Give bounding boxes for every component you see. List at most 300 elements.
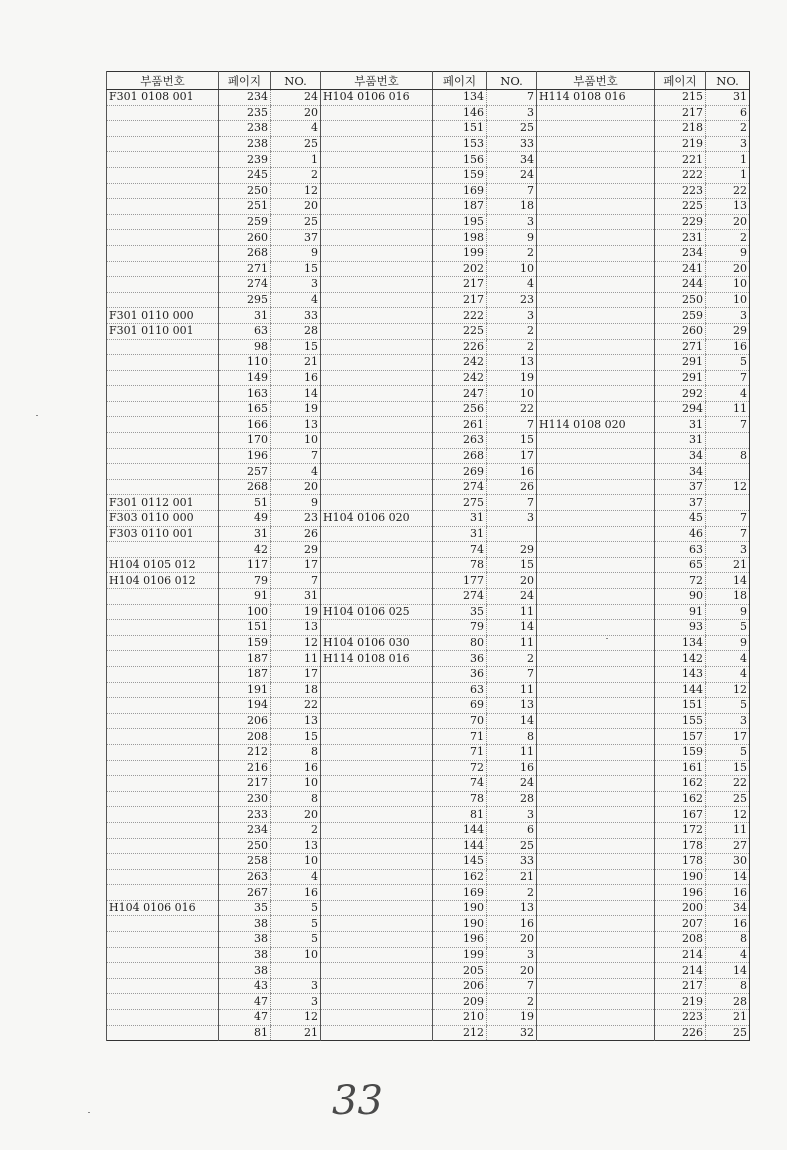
page-cell: 71 — [433, 729, 487, 745]
table-row — [107, 105, 750, 121]
no-cell: 10 — [271, 854, 321, 870]
no-cell: 24 — [271, 90, 321, 106]
table-row — [107, 355, 750, 371]
part-number-cell — [537, 947, 655, 963]
no-cell: 21 — [706, 557, 750, 573]
page-cell: 225 — [655, 199, 706, 215]
no-cell: 10 — [706, 292, 750, 308]
no-cell: 34 — [706, 900, 750, 916]
no-cell — [271, 963, 321, 979]
no-cell: 2 — [706, 230, 750, 246]
part-number-cell — [107, 994, 219, 1010]
page-header: 페이지 — [655, 72, 706, 90]
page-cell: 222 — [433, 308, 487, 324]
no-cell: 13 — [706, 199, 750, 215]
part-number-header: 부품번호 — [321, 72, 433, 90]
part-number-cell — [537, 978, 655, 994]
no-cell: 14 — [706, 573, 750, 589]
no-cell: 26 — [487, 479, 537, 495]
page-cell: 267 — [219, 885, 271, 901]
part-number-cell — [321, 339, 433, 355]
no-cell: 2 — [487, 323, 537, 339]
scan-speck — [606, 638, 608, 639]
table-row — [107, 339, 750, 355]
part-number-cell — [321, 136, 433, 152]
page-cell: 294 — [655, 401, 706, 417]
page-cell: 239 — [219, 152, 271, 168]
no-cell: 7 — [706, 526, 750, 542]
no-cell: 24 — [487, 776, 537, 792]
page-cell: 31 — [219, 308, 271, 324]
no-cell: 12 — [706, 807, 750, 823]
table-row — [107, 183, 750, 199]
no-cell: 10 — [487, 261, 537, 277]
page-cell: 210 — [433, 1010, 487, 1026]
part-number-cell — [321, 994, 433, 1010]
part-number-cell — [107, 230, 219, 246]
no-cell: 2 — [706, 121, 750, 137]
no-cell: 3 — [706, 542, 750, 558]
page-number: 33 — [332, 1078, 383, 1124]
page-cell: 223 — [655, 1010, 706, 1026]
no-cell: 19 — [271, 401, 321, 417]
page-cell: 208 — [655, 932, 706, 948]
no-cell: 8 — [271, 791, 321, 807]
table-row — [107, 479, 750, 495]
part-number-cell — [537, 729, 655, 745]
no-cell: 7 — [706, 511, 750, 527]
part-number-cell — [107, 776, 219, 792]
page-cell: 38 — [219, 963, 271, 979]
table-row — [107, 167, 750, 183]
no-cell: 14 — [706, 963, 750, 979]
page-cell: 36 — [433, 666, 487, 682]
no-cell — [706, 495, 750, 511]
part-number-cell — [107, 822, 219, 838]
page-cell: 65 — [655, 557, 706, 573]
part-number-cell — [537, 308, 655, 324]
table-row — [107, 370, 750, 386]
page-cell: 155 — [655, 713, 706, 729]
table-row — [107, 744, 750, 760]
no-cell: 20 — [271, 479, 321, 495]
table-row — [107, 401, 750, 417]
no-cell: 8 — [706, 932, 750, 948]
page-cell: 226 — [655, 1025, 706, 1041]
part-number-cell — [537, 292, 655, 308]
page-cell: 35 — [219, 900, 271, 916]
page-cell: 51 — [219, 495, 271, 511]
no-cell: 11 — [706, 822, 750, 838]
page-cell: 226 — [433, 339, 487, 355]
no-cell: 3 — [706, 713, 750, 729]
page-cell: 268 — [219, 245, 271, 261]
part-number-cell — [107, 791, 219, 807]
table-row — [107, 854, 750, 870]
part-number-cell — [321, 542, 433, 558]
part-number-cell — [107, 121, 219, 137]
page-cell: 167 — [655, 807, 706, 823]
part-number-cell — [537, 682, 655, 698]
no-cell: 33 — [487, 854, 537, 870]
page-cell: 34 — [655, 464, 706, 480]
part-number-cell — [321, 822, 433, 838]
no-cell: 16 — [706, 339, 750, 355]
no-cell: 8 — [706, 448, 750, 464]
scan-speck — [36, 415, 38, 416]
no-cell: 10 — [271, 433, 321, 449]
part-number-cell — [321, 869, 433, 885]
page-cell: 238 — [219, 136, 271, 152]
part-number-cell — [321, 807, 433, 823]
page-cell: 162 — [433, 869, 487, 885]
no-cell: 37 — [271, 230, 321, 246]
no-cell: 20 — [271, 105, 321, 121]
page-cell: 49 — [219, 511, 271, 527]
page-cell: 91 — [219, 589, 271, 605]
no-cell: 10 — [487, 386, 537, 402]
part-number-cell — [321, 183, 433, 199]
no-cell: 28 — [706, 994, 750, 1010]
table-row — [107, 511, 750, 527]
part-number-cell — [107, 355, 219, 371]
no-cell: 19 — [487, 370, 537, 386]
no-cell: 11 — [706, 401, 750, 417]
no-cell: 16 — [706, 885, 750, 901]
part-number-cell — [321, 1010, 433, 1026]
page-cell: 93 — [655, 620, 706, 636]
page-cell: 46 — [655, 526, 706, 542]
page-cell: 190 — [433, 916, 487, 932]
page-cell: 74 — [433, 542, 487, 558]
page-cell: 78 — [433, 557, 487, 573]
part-number-cell — [321, 417, 433, 433]
no-cell: 32 — [487, 1025, 537, 1041]
no-cell: 5 — [271, 916, 321, 932]
no-cell: 4 — [706, 386, 750, 402]
no-cell: 4 — [706, 947, 750, 963]
no-cell: 16 — [487, 916, 537, 932]
page-cell: 187 — [219, 651, 271, 667]
page-cell: 43 — [219, 978, 271, 994]
page-cell: 178 — [655, 854, 706, 870]
page-cell: 212 — [433, 1025, 487, 1041]
no-cell: 20 — [487, 573, 537, 589]
no-cell: 16 — [271, 370, 321, 386]
part-number-cell — [537, 199, 655, 215]
no-cell: 5 — [706, 744, 750, 760]
table-row — [107, 526, 750, 542]
page-cell: 274 — [219, 277, 271, 293]
no-cell: 20 — [487, 963, 537, 979]
no-cell: 28 — [487, 791, 537, 807]
table-row — [107, 713, 750, 729]
page-cell: 172 — [655, 822, 706, 838]
page-header: 페이지 — [433, 72, 487, 90]
page-cell: 214 — [655, 963, 706, 979]
page-cell: 205 — [433, 963, 487, 979]
page-cell: 163 — [219, 386, 271, 402]
no-cell: 5 — [706, 698, 750, 714]
page-header: 페이지 — [219, 72, 271, 90]
no-cell: 20 — [271, 807, 321, 823]
page-cell: 275 — [433, 495, 487, 511]
page-cell: 218 — [655, 121, 706, 137]
part-number-cell — [537, 230, 655, 246]
no-cell: 29 — [706, 323, 750, 339]
page-cell: 37 — [655, 495, 706, 511]
page-cell: 190 — [655, 869, 706, 885]
part-number-cell — [107, 760, 219, 776]
no-cell: 20 — [271, 199, 321, 215]
no-cell: 21 — [271, 355, 321, 371]
table-row — [107, 947, 750, 963]
no-cell: 15 — [271, 729, 321, 745]
page-cell: 196 — [655, 885, 706, 901]
part-number-cell: H104 0105 012 — [107, 557, 219, 573]
part-number-cell — [107, 448, 219, 464]
no-cell: 31 — [271, 589, 321, 605]
page-cell: 134 — [433, 90, 487, 106]
no-cell: 21 — [487, 869, 537, 885]
no-cell: 3 — [487, 807, 537, 823]
page-cell: 235 — [219, 105, 271, 121]
part-number-cell — [107, 620, 219, 636]
table-row — [107, 464, 750, 480]
no-cell: 28 — [271, 323, 321, 339]
page-cell: 231 — [655, 230, 706, 246]
part-number-header: 부품번호 — [537, 72, 655, 90]
part-number-cell — [537, 386, 655, 402]
page-cell: 134 — [655, 635, 706, 651]
table-row — [107, 978, 750, 994]
part-number-cell — [537, 994, 655, 1010]
table-row — [107, 292, 750, 308]
page-cell: 225 — [433, 323, 487, 339]
scan-speck — [88, 1112, 90, 1113]
table-row — [107, 869, 750, 885]
table-row — [107, 1010, 750, 1026]
part-number-cell: F301 0110 000 — [107, 308, 219, 324]
part-number-cell — [107, 1025, 219, 1041]
part-number-cell — [321, 791, 433, 807]
part-number-cell: H114 0108 016 — [537, 90, 655, 106]
part-number-cell — [107, 167, 219, 183]
page-cell: 80 — [433, 635, 487, 651]
page-cell: 219 — [655, 136, 706, 152]
page-cell: 223 — [655, 183, 706, 199]
page-cell: 162 — [655, 776, 706, 792]
part-number-cell — [537, 589, 655, 605]
table-row — [107, 916, 750, 932]
page-cell: 244 — [655, 277, 706, 293]
no-cell: 2 — [271, 167, 321, 183]
page-cell: 191 — [219, 682, 271, 698]
page-cell: 221 — [655, 152, 706, 168]
part-number-cell: H104 0106 020 — [321, 511, 433, 527]
page-cell: 34 — [655, 448, 706, 464]
page-cell: 31 — [655, 433, 706, 449]
page-cell: 222 — [655, 167, 706, 183]
no-cell: 5 — [271, 900, 321, 916]
no-cell — [706, 464, 750, 480]
no-cell: 17 — [271, 666, 321, 682]
table-row — [107, 542, 750, 558]
part-number-cell — [537, 339, 655, 355]
part-number-cell — [537, 464, 655, 480]
no-cell: 12 — [706, 682, 750, 698]
page-cell: 242 — [433, 370, 487, 386]
no-cell: 9 — [271, 245, 321, 261]
no-cell: 21 — [706, 1010, 750, 1026]
page-cell: 144 — [433, 822, 487, 838]
part-number-cell — [321, 900, 433, 916]
part-number-cell — [537, 183, 655, 199]
table-row — [107, 433, 750, 449]
part-number-cell — [321, 916, 433, 932]
part-number-cell — [107, 292, 219, 308]
part-number-cell — [107, 1010, 219, 1026]
part-number-cell — [537, 807, 655, 823]
part-number-cell — [107, 729, 219, 745]
part-number-cell — [107, 214, 219, 230]
page-cell: 217 — [433, 277, 487, 293]
page-cell: 177 — [433, 573, 487, 589]
part-number-cell — [107, 838, 219, 854]
page-cell: 209 — [433, 994, 487, 1010]
page-cell: 212 — [219, 744, 271, 760]
page-cell: 207 — [655, 916, 706, 932]
table-row — [107, 214, 750, 230]
table-row — [107, 152, 750, 168]
no-cell: 4 — [271, 869, 321, 885]
page-cell: 194 — [219, 698, 271, 714]
part-number-cell — [107, 370, 219, 386]
part-number-cell: H104 0106 016 — [107, 900, 219, 916]
page-cell: 234 — [655, 245, 706, 261]
no-cell: 1 — [706, 167, 750, 183]
page-cell: 271 — [655, 339, 706, 355]
page-cell: 144 — [433, 838, 487, 854]
page-cell: 206 — [433, 978, 487, 994]
no-cell: 27 — [706, 838, 750, 854]
no-header: NO. — [706, 72, 750, 90]
page-cell: 170 — [219, 433, 271, 449]
table-row — [107, 838, 750, 854]
no-cell: 9 — [487, 230, 537, 246]
no-cell: 22 — [271, 698, 321, 714]
no-cell: 13 — [271, 620, 321, 636]
part-number-cell — [537, 401, 655, 417]
table-row — [107, 635, 750, 651]
page-cell: 79 — [433, 620, 487, 636]
part-number-cell — [537, 121, 655, 137]
page-cell: 260 — [219, 230, 271, 246]
no-cell: 17 — [706, 729, 750, 745]
no-cell: 16 — [487, 464, 537, 480]
no-cell: 11 — [271, 651, 321, 667]
no-cell: 15 — [271, 261, 321, 277]
table-row — [107, 729, 750, 745]
no-cell: 16 — [706, 916, 750, 932]
table-row — [107, 682, 750, 698]
table-row — [107, 666, 750, 682]
part-number-cell — [107, 277, 219, 293]
page-cell: 229 — [655, 214, 706, 230]
table-row — [107, 448, 750, 464]
page-cell: 169 — [433, 885, 487, 901]
table-row — [107, 994, 750, 1010]
no-cell: 10 — [271, 947, 321, 963]
part-number-cell — [537, 1010, 655, 1026]
page-cell: 230 — [219, 791, 271, 807]
no-cell: 7 — [487, 90, 537, 106]
no-cell: 3 — [271, 994, 321, 1010]
page-cell: 31 — [219, 526, 271, 542]
part-number-cell — [537, 167, 655, 183]
part-number-header: 부품번호 — [107, 72, 219, 90]
part-number-cell — [321, 386, 433, 402]
part-number-cell — [537, 760, 655, 776]
part-number-cell — [321, 230, 433, 246]
page-cell: 81 — [219, 1025, 271, 1041]
no-cell: 25 — [271, 136, 321, 152]
part-number-cell — [537, 838, 655, 854]
no-cell: 20 — [706, 261, 750, 277]
table-row — [107, 386, 750, 402]
page-cell: 214 — [655, 947, 706, 963]
no-cell: 12 — [271, 635, 321, 651]
no-cell: 4 — [487, 277, 537, 293]
part-number-cell: F301 0112 001 — [107, 495, 219, 511]
page-cell: 217 — [655, 105, 706, 121]
page-cell: 291 — [655, 355, 706, 371]
part-number-cell — [321, 932, 433, 948]
no-cell: 9 — [706, 635, 750, 651]
part-number-cell — [321, 292, 433, 308]
part-number-cell — [321, 214, 433, 230]
table-row — [107, 495, 750, 511]
page-cell: 166 — [219, 417, 271, 433]
page-cell: 72 — [433, 760, 487, 776]
page-cell: 263 — [433, 433, 487, 449]
part-number-cell — [537, 448, 655, 464]
table-row — [107, 604, 750, 620]
page-cell: 149 — [219, 370, 271, 386]
part-number-cell — [321, 947, 433, 963]
page-cell: 45 — [655, 511, 706, 527]
no-cell: 4 — [271, 464, 321, 480]
no-cell: 24 — [487, 167, 537, 183]
no-cell: 19 — [487, 1010, 537, 1026]
no-cell: 13 — [271, 713, 321, 729]
page-cell: 31 — [433, 526, 487, 542]
page-cell: 117 — [219, 557, 271, 573]
part-number-cell — [107, 713, 219, 729]
no-cell: 30 — [706, 854, 750, 870]
part-number-cell — [107, 916, 219, 932]
table-row — [107, 807, 750, 823]
part-number-cell — [107, 635, 219, 651]
table-row — [107, 557, 750, 573]
part-number-cell — [321, 464, 433, 480]
part-number-cell — [321, 261, 433, 277]
page-cell: 242 — [433, 355, 487, 371]
page-cell: 31 — [655, 417, 706, 433]
no-cell: 10 — [706, 277, 750, 293]
no-cell: 7 — [487, 978, 537, 994]
no-cell: 18 — [706, 589, 750, 605]
